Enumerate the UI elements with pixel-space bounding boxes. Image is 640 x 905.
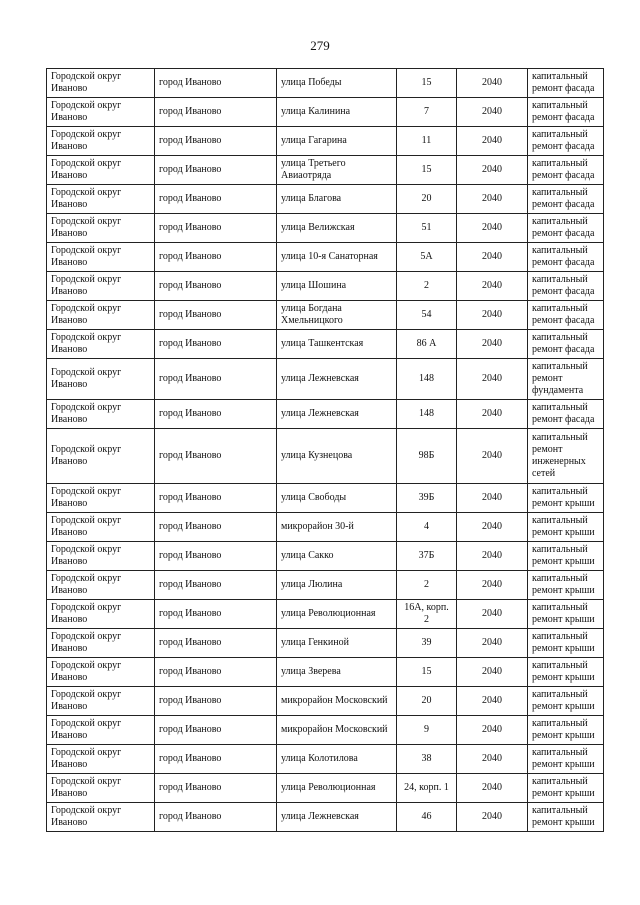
settlement-cell: город Иваново — [155, 185, 277, 214]
street-cell: улица Победы — [277, 69, 397, 98]
house-number-cell: 54 — [397, 301, 457, 330]
settlement-cell: город Иваново — [155, 301, 277, 330]
settlement-cell: город Иваново — [155, 330, 277, 359]
house-number-cell: 11 — [397, 127, 457, 156]
year-cell: 2040 — [457, 98, 528, 127]
settlement-cell: город Иваново — [155, 127, 277, 156]
table-row — [47, 542, 604, 571]
year-cell: 2040 — [457, 542, 528, 571]
house-number-cell: 98Б — [397, 429, 457, 484]
work-type-cell: капитальный ремонт крыши — [528, 803, 604, 832]
table-row — [47, 687, 604, 716]
street-cell: улица Лежневская — [277, 359, 397, 400]
year-cell: 2040 — [457, 272, 528, 301]
table-row — [47, 330, 604, 359]
house-number-cell: 148 — [397, 359, 457, 400]
settlement-cell: город Иваново — [155, 400, 277, 429]
table-row — [47, 484, 604, 513]
work-type-cell: капитальный ремонт крыши — [528, 658, 604, 687]
street-cell: улица Зверева — [277, 658, 397, 687]
year-cell: 2040 — [457, 484, 528, 513]
year-cell: 2040 — [457, 156, 528, 185]
municipality-cell: Городской округ Иваново — [47, 156, 155, 185]
year-cell: 2040 — [457, 513, 528, 542]
settlement-cell: город Иваново — [155, 629, 277, 658]
street-cell: улица Свободы — [277, 484, 397, 513]
settlement-cell: город Иваново — [155, 658, 277, 687]
work-type-cell: капитальный ремонт фасада — [528, 400, 604, 429]
house-number-cell: 7 — [397, 98, 457, 127]
page-number: 279 — [310, 38, 330, 53]
year-cell: 2040 — [457, 774, 528, 803]
table-row — [47, 571, 604, 600]
table-row — [47, 429, 604, 484]
municipality-cell: Городской округ Иваново — [47, 716, 155, 745]
settlement-cell: город Иваново — [155, 571, 277, 600]
table-row — [47, 513, 604, 542]
municipality-cell: Городской округ Иваново — [47, 803, 155, 832]
work-type-cell: капитальный ремонт фасада — [528, 127, 604, 156]
works-table — [46, 68, 604, 832]
work-type-cell: капитальный ремонт инженерных сетей — [528, 429, 604, 484]
work-type-cell: капитальный ремонт крыши — [528, 774, 604, 803]
house-number-cell: 9 — [397, 716, 457, 745]
work-type-cell: капитальный ремонт фундамента — [528, 359, 604, 400]
house-number-cell: 51 — [397, 214, 457, 243]
table-row — [47, 301, 604, 330]
municipality-cell: Городской округ Иваново — [47, 400, 155, 429]
settlement-cell: город Иваново — [155, 272, 277, 301]
house-number-cell: 46 — [397, 803, 457, 832]
street-cell: улица Третьего Авиаотряда — [277, 156, 397, 185]
municipality-cell: Городской округ Иваново — [47, 745, 155, 774]
house-number-cell: 37Б — [397, 542, 457, 571]
house-number-cell: 38 — [397, 745, 457, 774]
street-cell: улица Богдана Хмельницкого — [277, 301, 397, 330]
year-cell: 2040 — [457, 687, 528, 716]
year-cell: 2040 — [457, 243, 528, 272]
municipality-cell: Городской округ Иваново — [47, 214, 155, 243]
house-number-cell: 16А, корп. 2 — [397, 600, 457, 629]
table-row — [47, 272, 604, 301]
work-type-cell: капитальный ремонт фасада — [528, 243, 604, 272]
house-number-cell: 148 — [397, 400, 457, 429]
house-number-cell: 2 — [397, 571, 457, 600]
year-cell: 2040 — [457, 429, 528, 484]
table-row — [47, 600, 604, 629]
settlement-cell: город Иваново — [155, 484, 277, 513]
house-number-cell: 24, корп. 1 — [397, 774, 457, 803]
municipality-cell: Городской округ Иваново — [47, 330, 155, 359]
table-row — [47, 803, 604, 832]
street-cell: улица Лежневская — [277, 400, 397, 429]
street-cell: улица Благова — [277, 185, 397, 214]
year-cell: 2040 — [457, 301, 528, 330]
settlement-cell: город Иваново — [155, 156, 277, 185]
municipality-cell: Городской округ Иваново — [47, 629, 155, 658]
municipality-cell: Городской округ Иваново — [47, 513, 155, 542]
table-row — [47, 716, 604, 745]
table-row — [47, 774, 604, 803]
table-row — [47, 185, 604, 214]
municipality-cell: Городской округ Иваново — [47, 272, 155, 301]
year-cell: 2040 — [457, 571, 528, 600]
settlement-cell: город Иваново — [155, 69, 277, 98]
settlement-cell: город Иваново — [155, 745, 277, 774]
settlement-cell: город Иваново — [155, 243, 277, 272]
work-type-cell: капитальный ремонт крыши — [528, 571, 604, 600]
house-number-cell: 20 — [397, 687, 457, 716]
house-number-cell: 2 — [397, 272, 457, 301]
house-number-cell: 5А — [397, 243, 457, 272]
street-cell: микрорайон 30-й — [277, 513, 397, 542]
work-type-cell: капитальный ремонт фасада — [528, 330, 604, 359]
work-type-cell: капитальный ремонт фасада — [528, 301, 604, 330]
street-cell: улица Ташкентская — [277, 330, 397, 359]
municipality-cell: Городской округ Иваново — [47, 243, 155, 272]
street-cell: улица Калинина — [277, 98, 397, 127]
municipality-cell: Городской округ Иваново — [47, 185, 155, 214]
year-cell: 2040 — [457, 745, 528, 774]
work-type-cell: капитальный ремонт фасада — [528, 272, 604, 301]
table-row — [47, 127, 604, 156]
house-number-cell: 20 — [397, 185, 457, 214]
settlement-cell: город Иваново — [155, 542, 277, 571]
street-cell: улица Сакко — [277, 542, 397, 571]
work-type-cell: капитальный ремонт фасада — [528, 214, 604, 243]
street-cell: микрорайон Московский — [277, 716, 397, 745]
year-cell: 2040 — [457, 330, 528, 359]
house-number-cell: 39 — [397, 629, 457, 658]
municipality-cell: Городской округ Иваново — [47, 774, 155, 803]
municipality-cell: Городской округ Иваново — [47, 542, 155, 571]
settlement-cell: город Иваново — [155, 359, 277, 400]
settlement-cell: город Иваново — [155, 600, 277, 629]
municipality-cell: Городской округ Иваново — [47, 301, 155, 330]
street-cell: улица 10-я Санаторная — [277, 243, 397, 272]
work-type-cell: капитальный ремонт фасада — [528, 69, 604, 98]
table-row — [47, 359, 604, 400]
municipality-cell: Городской округ Иваново — [47, 484, 155, 513]
settlement-cell: город Иваново — [155, 803, 277, 832]
municipality-cell: Городской округ Иваново — [47, 600, 155, 629]
settlement-cell: город Иваново — [155, 429, 277, 484]
work-type-cell: капитальный ремонт крыши — [528, 542, 604, 571]
table-row — [47, 156, 604, 185]
municipality-cell: Городской округ Иваново — [47, 429, 155, 484]
house-number-cell: 15 — [397, 69, 457, 98]
table-row — [47, 243, 604, 272]
year-cell: 2040 — [457, 400, 528, 429]
year-cell: 2040 — [457, 600, 528, 629]
work-type-cell: капитальный ремонт крыши — [528, 716, 604, 745]
street-cell: улица Люлина — [277, 571, 397, 600]
house-number-cell: 15 — [397, 658, 457, 687]
year-cell: 2040 — [457, 359, 528, 400]
street-cell: улица Колотилова — [277, 745, 397, 774]
street-cell: улица Шошина — [277, 272, 397, 301]
municipality-cell: Городской округ Иваново — [47, 98, 155, 127]
municipality-cell: Городской округ Иваново — [47, 571, 155, 600]
municipality-cell: Городской округ Иваново — [47, 658, 155, 687]
year-cell: 2040 — [457, 716, 528, 745]
work-type-cell: капитальный ремонт фасада — [528, 156, 604, 185]
municipality-cell: Городской округ Иваново — [47, 359, 155, 400]
settlement-cell: город Иваново — [155, 716, 277, 745]
street-cell: улица Лежневская — [277, 803, 397, 832]
year-cell: 2040 — [457, 629, 528, 658]
year-cell: 2040 — [457, 803, 528, 832]
work-type-cell: капитальный ремонт крыши — [528, 687, 604, 716]
year-cell: 2040 — [457, 658, 528, 687]
table-row — [47, 400, 604, 429]
street-cell: улица Генкиной — [277, 629, 397, 658]
work-type-cell: капитальный ремонт крыши — [528, 600, 604, 629]
street-cell: улица Революционная — [277, 774, 397, 803]
table-row — [47, 745, 604, 774]
settlement-cell: город Иваново — [155, 214, 277, 243]
street-cell: улица Революционная — [277, 600, 397, 629]
municipality-cell: Городской округ Иваново — [47, 687, 155, 716]
year-cell: 2040 — [457, 185, 528, 214]
settlement-cell: город Иваново — [155, 774, 277, 803]
house-number-cell: 86 А — [397, 330, 457, 359]
settlement-cell: город Иваново — [155, 98, 277, 127]
table-row — [47, 98, 604, 127]
work-type-cell: капитальный ремонт крыши — [528, 629, 604, 658]
municipality-cell: Городской округ Иваново — [47, 69, 155, 98]
year-cell: 2040 — [457, 214, 528, 243]
year-cell: 2040 — [457, 69, 528, 98]
table-row — [47, 629, 604, 658]
year-cell: 2040 — [457, 127, 528, 156]
settlement-cell: город Иваново — [155, 513, 277, 542]
table-row — [47, 658, 604, 687]
street-cell: улица Гагарина — [277, 127, 397, 156]
table-row — [47, 69, 604, 98]
street-cell: улица Кузнецова — [277, 429, 397, 484]
settlement-cell: город Иваново — [155, 687, 277, 716]
municipality-cell: Городской округ Иваново — [47, 127, 155, 156]
work-type-cell: капитальный ремонт крыши — [528, 745, 604, 774]
table-row — [47, 214, 604, 243]
house-number-cell: 15 — [397, 156, 457, 185]
work-type-cell: капитальный ремонт крыши — [528, 513, 604, 542]
work-type-cell: капитальный ремонт фасада — [528, 185, 604, 214]
street-cell: улица Велижская — [277, 214, 397, 243]
house-number-cell: 4 — [397, 513, 457, 542]
house-number-cell: 39Б — [397, 484, 457, 513]
work-type-cell: капитальный ремонт крыши — [528, 484, 604, 513]
work-type-cell: капитальный ремонт фасада — [528, 98, 604, 127]
street-cell: микрорайон Московский — [277, 687, 397, 716]
